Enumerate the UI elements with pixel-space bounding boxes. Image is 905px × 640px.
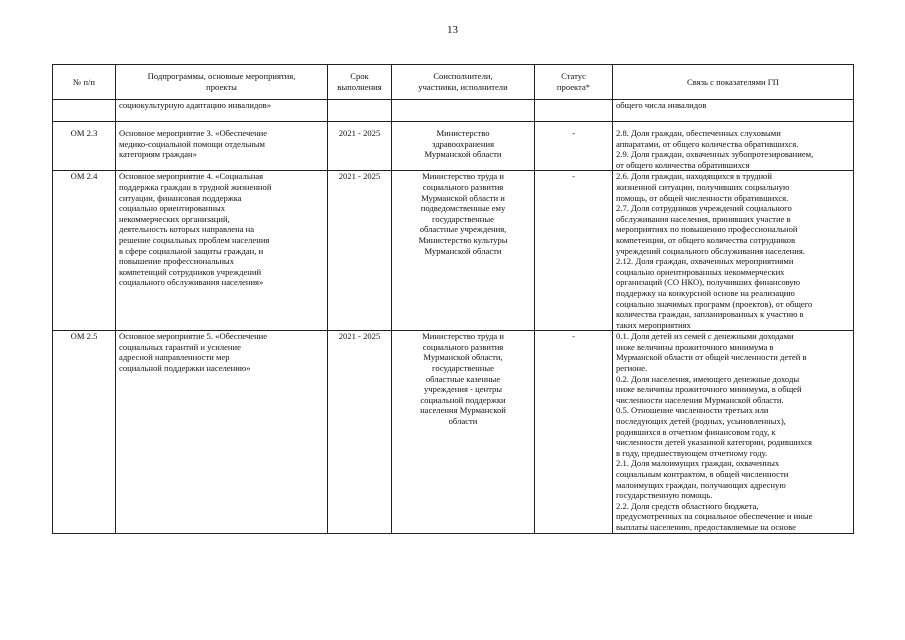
indicator-item: 2.1. Доля малоимущих граждан, охваченных социальным контрактом, в общей численности малоимущих граждан, получающих адресную государственную помощь. [616, 458, 789, 501]
indicator-item: 2.6. Доля граждан, находящихся в трудной жизненной ситуации, получивших социальную помощь, от общей численности обратившихся. [616, 171, 790, 203]
indicator-item: 0.1. Доля детей из семей с денежными доходами ниже величины прожиточного минимума в Мурманской области от общей численности детей в регионе. [616, 331, 807, 374]
cell-term: 2021 - 2025 [328, 331, 392, 533]
indicator-item: 2.2. Доля средств областного бюджета, предусмотренных на социальное обеспечение и иные выплаты населению, предоставляемые на основе [616, 500, 813, 532]
table-row [53, 100, 854, 122]
header-num: № п/п [53, 65, 116, 100]
cell-indicators [613, 171, 854, 331]
cell-indicators [613, 122, 854, 171]
cell-status [535, 100, 613, 122]
program-table [52, 64, 854, 534]
header-term: Срок выполнения [328, 65, 392, 100]
cell-num: ОМ 2.5 [53, 331, 116, 533]
cell-status: - [535, 171, 613, 331]
cell-name: Основное мероприятие 3. «Обеспечение медико-социальной помощи отдельным категориям граждан» [116, 122, 328, 171]
indicator-item: общего числа инвалидов [616, 100, 707, 110]
cell-term [328, 100, 392, 122]
cell-exec: Министерство труда и социального развития Мурманской области, государственные областные казенные учреждения - центры социальной поддержки населения Мурманской области [392, 331, 535, 533]
indicator-item: 2.9. Доля граждан, охваченных зубопротезированием, от общего количества обратившихся [616, 149, 814, 170]
cell-status: - [535, 122, 613, 171]
cell-exec: Министерство здравоохранения Мурманской области [392, 122, 535, 171]
cell-name: Основное мероприятие 5. «Обеспечение социальных гарантий и усиление адресной направленности мер социальной поддержки населению» [116, 331, 328, 533]
page-number: 13 [447, 24, 458, 36]
table-row [53, 331, 854, 533]
cell-num: ОМ 2.4 [53, 171, 116, 331]
cell-exec [392, 100, 535, 122]
cell-name: Основное мероприятие 4. «Социальная поддержка граждан в трудной жизненной ситуации, финансовая поддержка социально ориентированных некоммерческих организаций, деятельность которых направлена на решение социальных проблем населения в сфере социальной защиты граждан, и повышение профессиональных компетенций сотрудников учреждений социального обслуживания населения» [116, 171, 328, 331]
table-header-row [53, 65, 854, 100]
header-exec: Соисполнители, участники, исполнители [392, 65, 535, 100]
indicator-item: 2.8. Доля граждан, обеспеченных слуховыми аппаратами, от общего количества обратившихся. [616, 128, 799, 149]
cell-term: 2021 - 2025 [328, 171, 392, 331]
cell-status: - [535, 331, 613, 533]
cell-name: социокультурную адаптацию инвалидов» [116, 100, 328, 122]
header-link: Связь с показателями ГП [613, 65, 854, 100]
indicator-item: 0.2. Доля населения, имеющего денежные доходы ниже величины прожиточного минимума, в общей численности населения Мурманской области. [616, 373, 802, 405]
cell-indicators [613, 331, 854, 533]
cell-num [53, 100, 116, 122]
header-status: Статус проекта* [535, 65, 613, 100]
header-name: Подпрограммы, основные мероприятия, проекты [116, 65, 328, 100]
cell-indicators [613, 100, 854, 122]
indicator-item: 0.5. Отношение численности третьих или последующих детей (родных, усыновленных), родившихся в отчетном финансовом году, к численности детей указанной категории, родившихся в году, предшествующем отчетному году. [616, 405, 812, 458]
cell-num: ОМ 2.3 [53, 122, 116, 171]
table-row [53, 122, 854, 171]
indicator-item: 2.7. Доля сотрудников учреждений социального обслуживания населения, принявших участие в мероприятиях по повышению профессиональной компетенции, от общего количества сотрудников учреждений социального обслуживания населения. [616, 203, 805, 256]
table-row [53, 171, 854, 331]
indicator-item: 2.12. Доля граждан, охваченных мероприятиями социально ориентированных некоммерческих организаций (СО НКО), получивших финансовую поддержку на конкурсной основе на реализацию социально значимых программ (проектов), от общего количества граждан, запланированных к участию в таких мероприятиях [616, 256, 813, 330]
cell-exec: Министерство труда и социального развития Мурманской области и подведомственные ему государственные областные учреждения, Министерство культуры Мурманской области [392, 171, 535, 331]
cell-term: 2021 - 2025 [328, 122, 392, 171]
